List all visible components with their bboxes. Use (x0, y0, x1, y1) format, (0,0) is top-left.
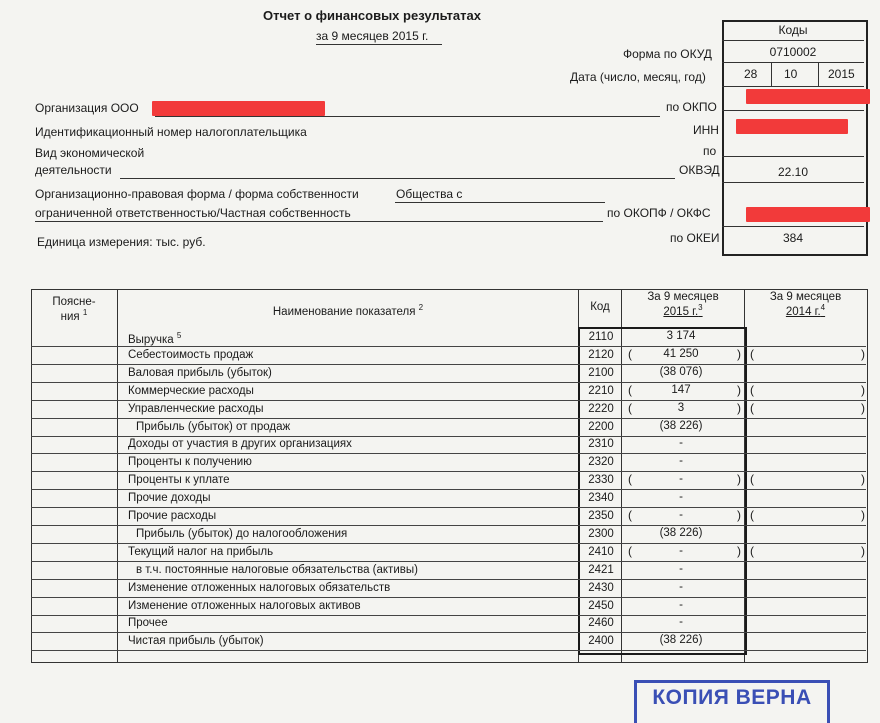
row-divider (31, 579, 866, 580)
row-name (128, 474, 230, 486)
row-name-text: Прочие расходы (128, 510, 217, 522)
row-value: - (679, 599, 683, 611)
date-label: Дата (число, месяц, год) (570, 70, 706, 84)
organization-label: Организация ООО (35, 101, 139, 115)
row-name-text: Прибыль (убыток) до налогообложения (136, 528, 348, 540)
row-divider (31, 436, 866, 437)
row-name (128, 456, 252, 468)
close-paren: ) (861, 347, 865, 361)
date-year: 2015 (828, 67, 855, 81)
open-paren: ( (750, 347, 754, 361)
row-name-text: Изменение отложенных налоговых активов (128, 600, 361, 612)
date-divider-2 (818, 62, 819, 86)
copy-stamp (634, 680, 830, 723)
col-name-sup: 2 (418, 303, 424, 312)
row-divider (31, 650, 866, 651)
report-title: Отчет о финансовых результатах (263, 8, 481, 23)
close-paren: ) (737, 472, 741, 486)
row-value: - (679, 437, 683, 449)
row-name-text: Выручка (128, 333, 174, 346)
okved-label: ОКВЭД (679, 163, 720, 177)
okud-value-cell (722, 40, 864, 63)
col-current-sup: 3 (698, 303, 703, 312)
row-value: 41 250 (663, 348, 699, 360)
row-code: 2220 (588, 403, 614, 415)
okpo-label: по ОКПО (666, 100, 717, 114)
open-paren: ( (628, 401, 632, 415)
row-value: (38 076) (659, 366, 703, 378)
row-name-text: Текущий налог на прибыль (128, 546, 274, 558)
row-name (128, 403, 264, 415)
row-value: - (679, 455, 683, 467)
organization-redaction (152, 101, 325, 116)
row-code: 2400 (588, 635, 614, 647)
row-name (136, 564, 418, 576)
row-code: 2421 (588, 564, 614, 576)
row-name-text: Себестоимость продаж (128, 349, 254, 361)
stamp-text: КОПИЯ ВЕРНА (652, 686, 812, 709)
open-paren: ( (628, 472, 632, 486)
activity-underline (120, 178, 675, 179)
report-period: за 9 месяцев 2015 г. (316, 29, 429, 43)
row-name-text: Доходы от участия в других организациях (128, 438, 352, 450)
okved-label-top: по (703, 144, 717, 158)
row-name (128, 492, 211, 504)
close-paren: ) (737, 401, 741, 415)
row-code: 2430 (588, 582, 614, 594)
row-divider (31, 632, 866, 633)
row-value: 3 (677, 402, 685, 414)
row-name-text: Чистая прибыль (убыток) (128, 635, 264, 647)
row-name-sup: 5 (176, 331, 182, 340)
row-value: (38 226) (659, 527, 703, 539)
open-paren: ( (628, 347, 632, 361)
col-current-header (622, 291, 744, 318)
row-name (128, 510, 216, 522)
row-divider (31, 418, 866, 419)
row-value: (38 226) (659, 634, 703, 646)
row-name (136, 528, 347, 540)
row-value: - (679, 545, 683, 557)
row-divider (31, 615, 866, 616)
row-value: - (679, 509, 683, 521)
legal-form-label: Организационно-правовая форма / форма собственности (35, 187, 359, 201)
row-code: 2210 (588, 385, 614, 397)
inn-label: Идентификационный номер налогоплательщика (35, 125, 307, 139)
close-paren: ) (737, 544, 741, 558)
col-notes-header (34, 296, 114, 323)
col-name-header (118, 303, 578, 318)
row-value: - (679, 473, 683, 485)
inn-code-label: ИНН (693, 123, 719, 137)
close-paren: ) (861, 508, 865, 522)
row-name (128, 367, 272, 379)
okved-cell (722, 156, 864, 183)
row-code: 2200 (588, 421, 614, 433)
okpo-redaction (746, 89, 870, 104)
open-paren: ( (750, 472, 754, 486)
row-divider (31, 489, 866, 490)
row-code: 2450 (588, 600, 614, 612)
period-underline (316, 44, 442, 45)
row-name-text: Прибыль (убыток) от продаж (136, 421, 291, 433)
legal-form-value-2: ограниченной ответственностью/Частная собственность (35, 206, 351, 220)
open-paren: ( (628, 544, 632, 558)
close-paren: ) (861, 472, 865, 486)
okei-label: по ОКЕИ (670, 231, 720, 245)
close-paren: ) (737, 347, 741, 361)
col-prev-line-2-wrap (745, 303, 866, 318)
okei-value: 384 (782, 231, 804, 245)
col-prev-line-1: За 9 месяцев (769, 291, 842, 303)
unit-label: Единица измерения: тыс. руб. (37, 235, 206, 249)
col-code-header: Код (590, 301, 610, 313)
okopf-redaction (746, 207, 870, 222)
row-name-text: Проценты к получению (128, 456, 252, 468)
legal-form-value-1: Общества с (396, 187, 463, 201)
row-divider (31, 561, 866, 562)
col-prev-sup: 4 (820, 303, 826, 312)
row-divider (31, 453, 866, 454)
row-value: 3 174 (666, 330, 696, 342)
open-paren: ( (628, 508, 632, 522)
row-name (128, 385, 254, 397)
okved-value: 22.10 (777, 165, 809, 179)
date-day: 28 (744, 67, 758, 81)
row-code: 2120 (588, 349, 614, 361)
open-paren: ( (628, 383, 632, 397)
okud-label: Форма по ОКУД (623, 47, 712, 61)
date-month: 10 (784, 67, 798, 81)
row-code: 2350 (588, 510, 614, 522)
legal-form-underline-2 (35, 221, 603, 222)
row-name (128, 331, 181, 346)
row-divider (31, 525, 866, 526)
row-divider (31, 364, 866, 365)
activity-label-1: Вид экономической (35, 146, 145, 160)
col-notes-line-2: ния (60, 310, 80, 323)
row-name-text: Проценты к уплате (128, 474, 230, 486)
col-prev-header (745, 291, 866, 318)
col-notes-sup: 1 (82, 308, 88, 317)
row-name (128, 617, 168, 629)
col-prev-line-2: 2014 г. (785, 305, 821, 318)
activity-label-2: деятельности (35, 163, 112, 177)
row-name-text: Коммерческие расходы (128, 385, 254, 397)
row-value: - (679, 563, 683, 575)
inn-redaction (736, 119, 848, 134)
date-divider-1 (771, 62, 772, 86)
close-paren: ) (861, 383, 865, 397)
col-current-line-2: 2015 г. (663, 305, 699, 318)
row-code: 2340 (588, 492, 614, 504)
row-name (128, 600, 361, 612)
row-value: - (679, 581, 683, 593)
close-paren: ) (861, 544, 865, 558)
organization-underline (155, 116, 660, 117)
row-code: 2110 (588, 331, 614, 343)
open-paren: ( (750, 383, 754, 397)
row-code: 2320 (588, 456, 614, 468)
close-paren: ) (737, 383, 741, 397)
okud-value: 0710002 (769, 45, 817, 59)
col-notes-line-2-wrap (34, 308, 114, 323)
col-notes-line-1: Поясне- (52, 296, 96, 308)
row-name-text: Валовая прибыль (убыток) (128, 367, 272, 379)
row-divider (31, 597, 866, 598)
open-paren: ( (750, 508, 754, 522)
col-current-line-2-wrap (622, 303, 744, 318)
row-name (128, 582, 390, 594)
row-name-text: Прочее (128, 617, 168, 629)
row-code: 2100 (588, 367, 614, 379)
row-value: 147 (671, 384, 691, 396)
row-name (128, 546, 273, 558)
row-value: - (679, 616, 683, 628)
row-code: 2330 (588, 474, 614, 486)
row-code: 2300 (588, 528, 614, 540)
close-paren: ) (861, 401, 865, 415)
row-name-text: Изменение отложенных налоговых обязательств (128, 582, 391, 594)
okei-cell (722, 226, 864, 251)
col-name-text: Наименование показателя (272, 305, 416, 318)
row-name (136, 421, 290, 433)
codes-heading: Коды (778, 23, 808, 37)
open-paren: ( (750, 544, 754, 558)
close-paren: ) (737, 508, 741, 522)
row-name-text: Прочие доходы (128, 492, 211, 504)
row-name-text: в т.ч. постоянные налоговые обязательства (активы) (136, 564, 418, 576)
row-name-text: Управленческие расходы (128, 403, 264, 415)
legal-form-underline-1 (395, 202, 605, 203)
row-code: 2410 (588, 546, 614, 558)
okopf-label: по ОКОПФ / ОКФС (607, 206, 711, 220)
row-code: 2310 (588, 438, 614, 450)
row-code: 2460 (588, 617, 614, 629)
row-name (128, 349, 253, 361)
row-value: - (679, 491, 683, 503)
open-paren: ( (750, 401, 754, 415)
col-current-line-1: За 9 месяцев (647, 291, 719, 303)
row-name (128, 635, 264, 647)
row-value: (38 226) (659, 420, 703, 432)
row-name (128, 438, 352, 450)
